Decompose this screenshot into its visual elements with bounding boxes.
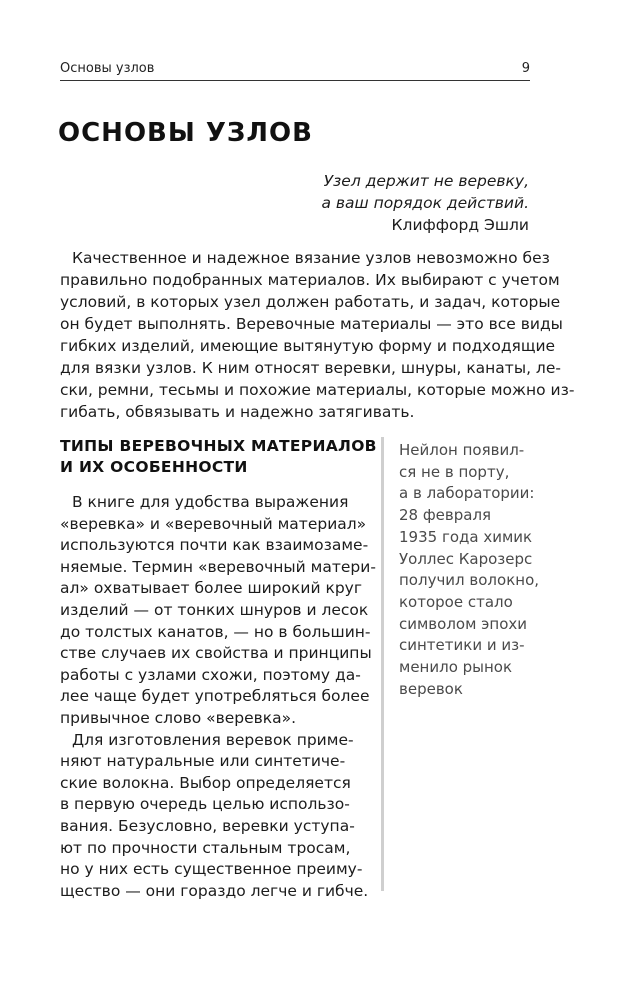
epigraph	[60, 170, 529, 236]
section-title	[60, 436, 377, 478]
body-line: до толстых канатов, — но в большин-	[60, 622, 371, 641]
body-line: Для изготовления веревок приме-	[72, 730, 354, 749]
sidebar-line: синтетики и из-	[399, 636, 525, 655]
body-line: используются почти как взаимозаме-	[60, 536, 369, 555]
chapter-title: ОСНОВЫ УЗЛОВ	[58, 118, 313, 148]
sidebar-line: 28 февраля	[399, 506, 492, 525]
header-rule	[60, 80, 530, 81]
sidebar-line: Уоллес Карозерс	[399, 549, 533, 568]
sidebar-line: которое стало	[399, 592, 513, 611]
epigraph-author: Клиффорд Эшли	[391, 216, 529, 234]
body-line: лее чаще будет употребляться более	[60, 687, 370, 706]
intro-line: правильно подобранных материалов. Их выбирают с учетом	[60, 271, 560, 289]
sidebar-line: 1935 года химик	[399, 527, 533, 546]
sidebar-line: Нейлон появил-	[399, 441, 525, 459]
sidebar-line: веревок	[399, 679, 463, 698]
intro-line: гибких изделий, имеющие вытянутую форму и подходящие	[60, 337, 556, 355]
sidebar-line: ся не в порту,	[399, 462, 510, 481]
intro-line: ски, ремни, тесьмы и похожие материалы, которые можно из-	[60, 381, 575, 399]
body-line: ют по прочности стальным тросам,	[60, 838, 351, 857]
sidebar-line: символом эпохи	[399, 614, 528, 633]
body-line: работы с узлами схожи, поэтому да-	[60, 665, 361, 684]
body-line: «веревка» и «веревочный материал»	[60, 514, 367, 533]
section-title-line: И ИХ ОСОБЕННОСТИ	[60, 458, 248, 476]
page-number: 9	[521, 61, 530, 76]
intro-line: гибать, обвязывать и надежно затягивать.	[60, 403, 415, 421]
body-line: ал» охватывает более широкий круг	[60, 579, 362, 598]
sidebar-note	[399, 440, 539, 700]
body-line: В книге для удобства выражения	[72, 493, 349, 511]
intro-line: он будет выполнять. Веревочные материалы — это все виды	[60, 315, 563, 333]
intro-line: для вязки узлов. К ним относят веревки, шнуры, канаты, ле-	[60, 359, 561, 377]
intro-paragraph	[60, 247, 575, 423]
body-line: изделий — от тонких шнуров и лесок	[60, 600, 369, 619]
sidebar-line: а в лаборатории:	[399, 484, 535, 503]
section-body	[60, 492, 376, 902]
body-line: ские волокна. Выбор определяется	[60, 773, 351, 792]
body-line: стве случаев их свойства и принципы	[60, 644, 372, 663]
body-line: в первую очередь целью использо-	[60, 795, 350, 814]
epigraph-line: а ваш порядок действий.	[321, 194, 529, 212]
body-line: привычное слово «веревка».	[60, 708, 297, 727]
sidebar-line: получил волокно,	[399, 571, 540, 590]
running-title: Основы узлов	[60, 61, 155, 76]
body-line: вания. Безусловно, веревки уступа-	[60, 816, 355, 835]
body-line: няемые. Термин «веревочный матери-	[60, 557, 376, 576]
sidebar-rule	[381, 437, 384, 891]
section-title-line: ТИПЫ ВЕРЕВОЧНЫХ МАТЕРИАЛОВ	[60, 437, 377, 455]
intro-line: Качественное и надежное вязание узлов невозможно без	[72, 249, 550, 267]
epigraph-line: Узел держит не веревку,	[323, 172, 529, 190]
body-line: няют натуральные или синтетиче-	[60, 752, 346, 771]
body-line: щество — они гораздо легче и гибче.	[60, 881, 369, 900]
body-line: но у них есть существенное преиму-	[60, 860, 363, 879]
running-header	[60, 60, 530, 78]
intro-line: условий, в которых узел должен работать, и задач, которые	[60, 293, 561, 311]
sidebar-line: менило рынок	[399, 658, 513, 677]
